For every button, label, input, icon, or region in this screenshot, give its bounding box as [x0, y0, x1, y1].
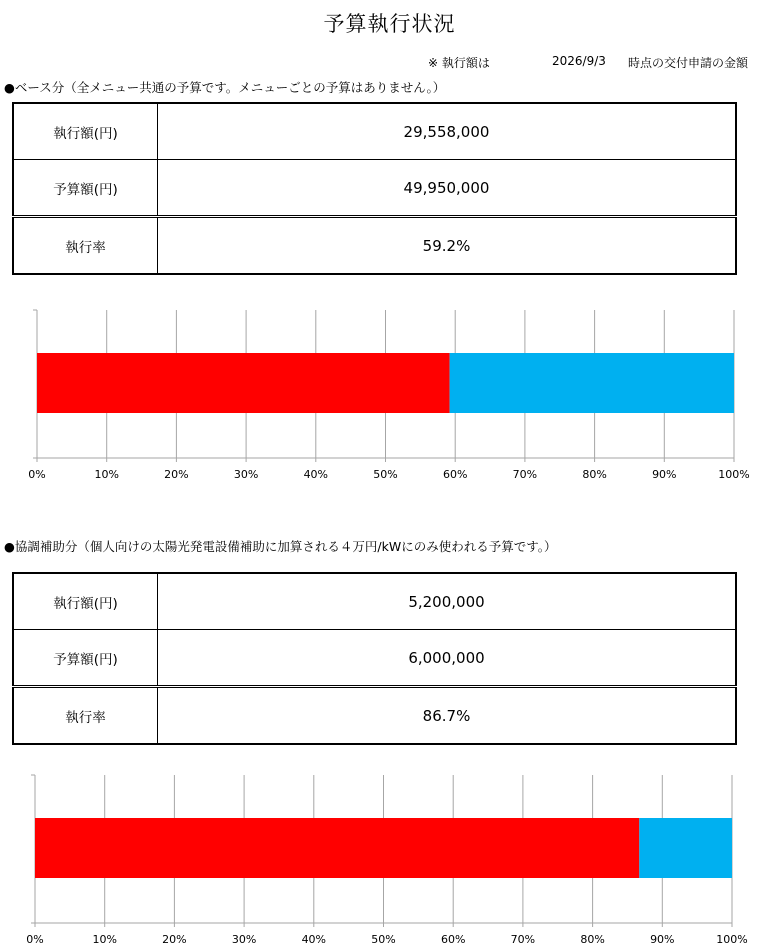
row-label: 予算額(円) [13, 630, 158, 687]
x-tick-label: 60% [440, 933, 466, 946]
execution-rate-chart-base [0, 300, 779, 485]
row-value: 49,950,000 [158, 160, 737, 217]
x-tick-label: 0% [26, 933, 44, 946]
table-row [13, 687, 736, 745]
x-tick-label: 30% [231, 933, 257, 946]
section-label-cooperative: ●協調補助分（個人向けの太陽光発電設備補助に加算される４万円/kWにのみ使われる予算です。） [4, 539, 557, 554]
remaining-bar [450, 353, 734, 413]
x-tick-label: 40% [301, 933, 327, 946]
budget-table-cooperative [12, 572, 737, 745]
row-value: 86.7% [158, 687, 737, 745]
table-row [13, 217, 736, 275]
x-tick-label: 40% [303, 468, 329, 481]
x-tick-label: 10% [94, 468, 119, 481]
x-tick-label: 30% [233, 468, 259, 481]
x-tick-label: 80% [580, 933, 605, 946]
row-label: 予算額(円) [13, 160, 158, 217]
x-tick-label: 20% [162, 933, 187, 946]
x-tick-label: 20% [164, 468, 189, 481]
row-value: 5,200,000 [158, 573, 737, 630]
row-label: 執行額(円) [13, 103, 158, 160]
section-label-base: ●ベース分（全メニュー共通の予算です。メニューごとの予算はありません。） [4, 80, 446, 95]
x-tick-label: 100% [718, 468, 750, 481]
x-tick-label: 0% [28, 468, 46, 481]
x-tick-label: 100% [716, 933, 748, 946]
note-prefix: ※ 執行額は [428, 56, 490, 70]
row-value: 59.2% [158, 217, 737, 275]
table-row [13, 630, 736, 687]
table-row [13, 573, 736, 630]
x-tick-label: 70% [510, 933, 536, 946]
x-tick-label: 80% [582, 468, 607, 481]
row-label: 執行率 [13, 687, 158, 745]
executed-bar [35, 818, 639, 878]
row-label: 執行率 [13, 217, 158, 275]
row-value: 29,558,000 [158, 103, 737, 160]
page-title: 予算執行状況 [323, 12, 456, 36]
budget-table-base [12, 102, 737, 275]
x-tick-label: 90% [650, 933, 675, 946]
execution-rate-chart-cooperative [0, 765, 779, 950]
x-tick-label: 90% [652, 468, 677, 481]
x-tick-label: 10% [92, 933, 117, 946]
executed-bar [37, 353, 450, 413]
table-row [13, 160, 736, 217]
x-tick-label: 70% [512, 468, 538, 481]
row-label: 執行額(円) [13, 573, 158, 630]
note-date: 2026/9/3 [552, 54, 606, 68]
x-tick-label: 60% [442, 468, 468, 481]
remaining-bar [639, 818, 732, 878]
x-tick-label: 50% [371, 933, 396, 946]
row-value: 6,000,000 [158, 630, 737, 687]
table-row [13, 103, 736, 160]
note-suffix: 時点の交付申請の金額 [628, 56, 749, 70]
x-tick-label: 50% [373, 468, 398, 481]
